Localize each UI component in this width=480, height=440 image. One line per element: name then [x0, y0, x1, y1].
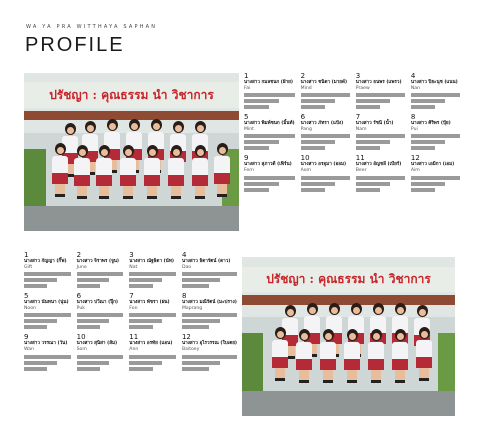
profile-entry: 7 นางสาว รัชนี (น้ำ) Nam [356, 113, 405, 150]
photo-banner-text: ปรัชญา : คุณธรรม นำ วิชาการ [24, 82, 239, 107]
profile-entry: 6 นางสาว ภัทรา (แป้ง) Pang [301, 113, 350, 150]
profile-entry: 3 นางสาว ธนพร (แพรว) Praew [356, 72, 405, 109]
profile-entry: 12 นางสาว เอมิกา (เอม) Aim [411, 154, 460, 191]
profile-entry: 9 นางสาว วรรณา (วัน) Wan [24, 333, 71, 370]
profile-entry: 3 นางสาว ณัฐธิดา (นัท) Nat [129, 251, 176, 288]
profile-entry: 5 นางสาว นันทนา (นุ่น) Noon [24, 292, 71, 329]
profile-entry: 7 นางสาว พัชรา (ฝน) Fon [129, 292, 176, 329]
profile-grid-top [244, 72, 460, 192]
profile-entry: 1 นางสาว กัญญา (กิ๊ฟ) Gift [24, 251, 71, 288]
photo-banner-text: ปรัชญา : คุณธรรม นำ วิชาการ [242, 267, 455, 292]
profile-grid-bottom [24, 251, 237, 371]
profile-entry: 6 นางสาว ปวีณา (ปุ๊ก) Puk [77, 292, 124, 329]
profile-entry: 10 นางสาว สุนิสา (ส้ม) Som [77, 333, 124, 370]
profile-entry: 1 นางสาว กมลชนก (ฝ้าย) Fai [244, 72, 295, 109]
profile-entry: 5 นางสาว พิมพ์ชนก (มิ้นท์) Mint [244, 113, 295, 150]
profile-entry: 10 นางสาว อรอุมา (ออม) Aom [301, 154, 350, 191]
profile-entry: 2 นางสาว ชนิดา (มายด์) Mind [301, 72, 350, 109]
profile-entry: 4 นางสาว ปิยะนุช (แนน) Nan [411, 72, 460, 109]
profile-entry: 11 นางสาว อรทัย (แอน) Ann [129, 333, 176, 370]
profile-entry: 12 นางสาว อุไรวรรณ (ใบเตย) Baitoey [182, 333, 237, 370]
profile-entry: 8 นางสาว มณีรัตน์ (มะปราง) Maprang [182, 292, 237, 329]
profile-entry: 9 นางสาว สุภาวดี (เฟิร์น) Fern [244, 154, 295, 191]
top-note: WA YA PRA WITTHAYA SAPHAN [26, 24, 158, 30]
group-photo-top [24, 73, 239, 231]
profile-entry: 11 นางสาว อัญชลี (เบียร์) Beer [356, 154, 405, 191]
page-title: PROFILE [25, 34, 125, 56]
profile-entry: 4 นางสาว ธิดารัตน์ (ดาว) Dao [182, 251, 237, 288]
profile-entry: 2 นางสาว จิราพร (จูน) June [77, 251, 124, 288]
group-photo-bottom [242, 257, 455, 416]
profile-entry: 8 นางสาว ศิริพร (ปุ้ย) Pui [411, 113, 460, 150]
